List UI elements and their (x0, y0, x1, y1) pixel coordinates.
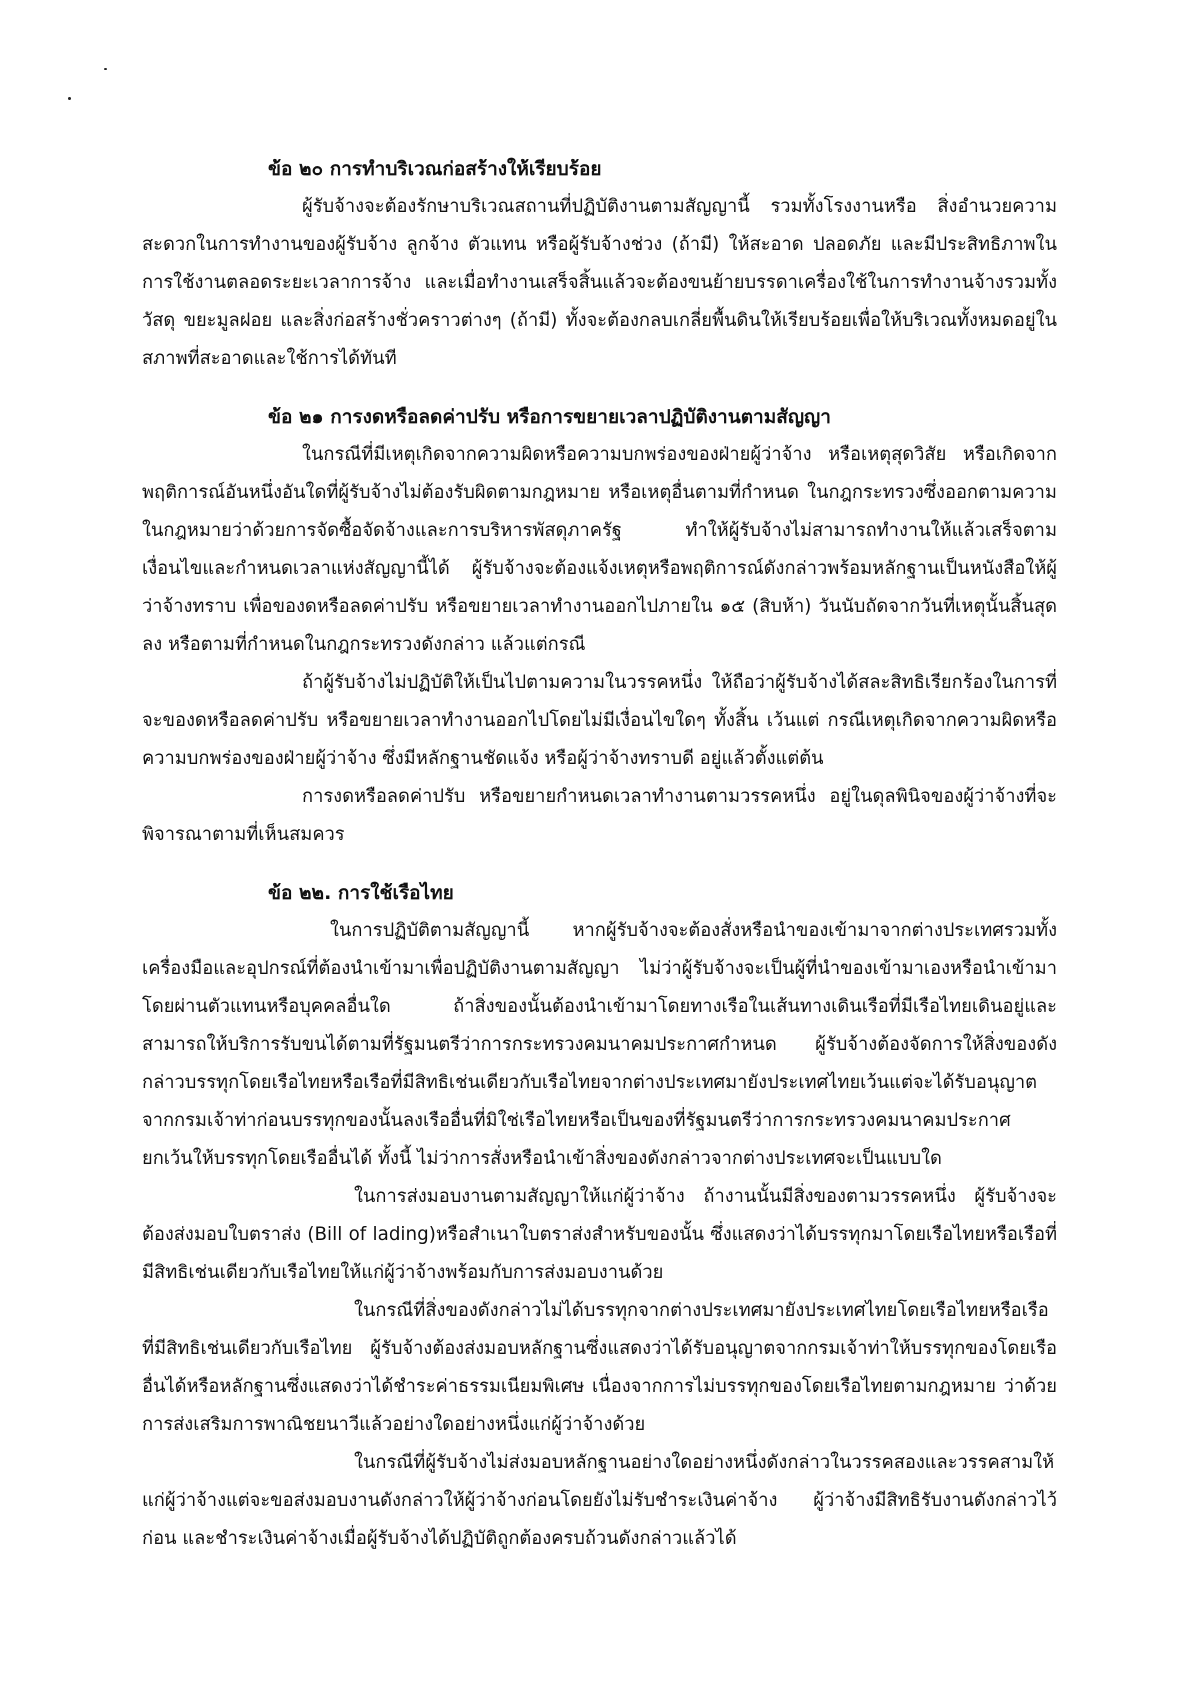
scan-speck (104, 68, 107, 70)
paragraph: ในกรณีที่สิ่งของดังกล่าวไม่ได้บรรทุกจากต่างประเทศมายังประเทศไทยโดยเรือไทยหรือเรือที่มีสิทธิเช่นเดียวกับเรือไทย ผู้รับจ้างต้องส่งมอบหลักฐานซึ่งแสดงว่าได้รับอนุญาตจากกรมเจ้าท่าให้บรรทุกของโดยเรืออื่นได้หรือหลักฐานซึ่งแสดงว่าได้ชำระค่าธรรมเนียมพิเศษ เนื่องจากการไม่บรรทุกของโดยเรือไทยตามกฎหมาย ว่าด้วยการส่งเสริมการพาณิชยนาวีแล้วอย่างใดอย่างหนึ่งแก่ผู้ว่าจ้างด้วย (142, 1300, 1057, 1435)
paragraph: ถ้าผู้รับจ้างไม่ปฏิบัติให้เป็นไปตามความในวรรคหนึ่ง ให้ถือว่าผู้รับจ้างได้สละสิทธิเรียกร้องในการที่จะของดหรือลดค่าปรับ หรือขยายเวลาทำงานออกไปโดยไม่มีเงื่อนไขใดๆ ทั้งสิ้น เว้นแต่ กรณีเหตุเกิดจากความผิดหรือความบกพร่องของฝ่ายผู้ว่าจ้าง ซึ่งมีหลักฐานชัดแจ้ง หรือผู้ว่าจ้างทราบดี อยู่แล้วตั้งแต่ต้น (142, 672, 1057, 769)
paragraph: ผู้รับจ้างจะต้องรักษาบริเวณสถานที่ปฏิบัติงานตามสัญญานี้ รวมทั้งโรงงานหรือ สิ่งอำนวยความสะดวกในการทำงานของผู้รับจ้าง ลูกจ้าง ตัวแทน หรือผู้รับจ้างช่วง (ถ้ามี) ให้สะอาด ปลอดภัย และมีประสิทธิภาพในการใช้งานตลอดระยะเวลาการจ้าง และเมื่อทำงานเสร็จสิ้นแล้วจะต้องขนย้ายบรรดาเครื่องใช้ในการทำงานจ้างรวมทั้งวัสดุ ขยะมูลฝอย และสิ่งก่อสร้างชั่วคราวต่างๆ (ถ้ามี) ทั้งจะต้องกลบเกลี่ยพื้นดินให้เรียบร้อยเพื่อให้บริเวณทั้งหมดอยู่ในสภาพที่สะอาดและใช้การได้ทันที (142, 196, 1057, 369)
section-20 (142, 150, 1057, 378)
section-heading: ข้อ ๒๑ การงดหรือลดค่าปรับ หรือการขยายเวลาปฏิบัติงานตามสัญญา (268, 406, 831, 428)
document-body (142, 150, 1057, 1558)
section-22 (142, 874, 1057, 1558)
section-heading: ข้อ ๒๐ การทำบริเวณก่อสร้างให้เรียบร้อย (268, 158, 602, 180)
paragraph: ในการปฏิบัติตามสัญญานี้ หากผู้รับจ้างจะต้องสั่งหรือนำของเข้ามาจากต่างประเทศรวมทั้งเครื่องมือและอุปกรณ์ที่ต้องนำเข้ามาเพื่อปฏิบัติงานตามสัญญา ไม่ว่าผู้รับจ้างจะเป็นผู้ที่นำของเข้ามาเองหรือนำเข้ามาโดยผ่านตัวแทนหรือบุคคลอื่นใด ถ้าสิ่งของนั้นต้องนำเข้ามาโดยทางเรือในเส้นทางเดินเรือที่มีเรือไทยเดินอยู่และสามารถให้บริการรับขนได้ตามที่รัฐมนตรีว่าการกระทรวงคมนาคมประกาศกำหนด ผู้รับจ้างต้องจัดการให้สิ่งของดังกล่าวบรรทุกโดยเรือไทยหรือเรือที่มีสิทธิเช่นเดียวกับเรือไทยจากต่างประเทศมายังประเทศไทยเว้นแต่จะได้รับอนุญาตจากกรมเจ้าท่าก่อนบรรทุกของนั้นลงเรืออื่นที่มิใช่เรือไทยหรือเป็นของที่รัฐมนตรีว่าการกระทรวงคมนาคมประกาศยกเว้นให้บรรทุกโดยเรืออื่นได้ ทั้งนี้ ไม่ว่าการสั่งหรือนำเข้าสิ่งของดังกล่าวจากต่างประเทศจะเป็นแบบใด (142, 920, 1057, 1169)
scan-speck (68, 97, 71, 100)
paragraph: ในกรณีที่ผู้รับจ้างไม่ส่งมอบหลักฐานอย่างใดอย่างหนึ่งดังกล่าวในวรรคสองและวรรคสามให้แก่ผู้ว่าจ้างแต่จะขอส่งมอบงานดังกล่าวให้ผู้ว่าจ้างก่อนโดยยังไม่รับชำระเงินค่าจ้าง ผู้ว่าจ้างมีสิทธิรับงานดังกล่าวไว้ก่อน และชำระเงินค่าจ้างเมื่อผู้รับจ้างได้ปฏิบัติถูกต้องครบถ้วนดังกล่าวแล้วได้ (142, 1452, 1057, 1549)
section-21 (142, 398, 1057, 854)
paragraph: การงดหรือลดค่าปรับ หรือขยายกำหนดเวลาทำงานตามวรรคหนึ่ง อยู่ในดุลพินิจของผู้ว่าจ้างที่จะพิจารณาตามที่เห็นสมควร (142, 786, 1057, 845)
section-heading: ข้อ ๒๒. การใช้เรือไทย (268, 882, 454, 904)
paragraph: ในกรณีที่มีเหตุเกิดจากความผิดหรือความบกพร่องของฝ่ายผู้ว่าจ้าง หรือเหตุสุดวิสัย หรือเกิดจากพฤติการณ์อันหนึ่งอันใดที่ผู้รับจ้างไม่ต้องรับผิดตามกฎหมาย หรือเหตุอื่นตามที่กำหนด ในกฎกระทรวงซึ่งออกตามความในกฎหมายว่าด้วยการจัดซื้อจัดจ้างและการบริหารพัสดุภาครัฐ ทำให้ผู้รับจ้างไม่สามารถทำงานให้แล้วเสร็จตามเงื่อนไขและกำหนดเวลาแห่งสัญญานี้ได้ ผู้รับจ้างจะต้องแจ้งเหตุหรือพฤติการณ์ดังกล่าวพร้อมหลักฐานเป็นหนังสือให้ผู้ว่าจ้างทราบ เพื่อของดหรือลดค่าปรับ หรือขยายเวลาทำงานออกไปภายใน ๑๕ (สิบห้า) วันนับถัดจากวันที่เหตุนั้นสิ้นสุดลง หรือตามที่กำหนดในกฎกระทรวงดังกล่าว แล้วแต่กรณี (142, 444, 1057, 655)
paragraph: ในการส่งมอบงานตามสัญญาให้แก่ผู้ว่าจ้าง ถ้างานนั้นมีสิ่งของตามวรรคหนึ่ง ผู้รับจ้างจะต้องส่งมอบใบตราส่ง (Bill of lading)หรือสำเนาใบตราส่งสำหรับของนั้น ซึ่งแสดงว่าได้บรรทุกมาโดยเรือไทยหรือเรือที่มีสิทธิเช่นเดียวกับเรือไทยให้แก่ผู้ว่าจ้างพร้อมกับการส่งมอบงานด้วย (142, 1186, 1057, 1283)
